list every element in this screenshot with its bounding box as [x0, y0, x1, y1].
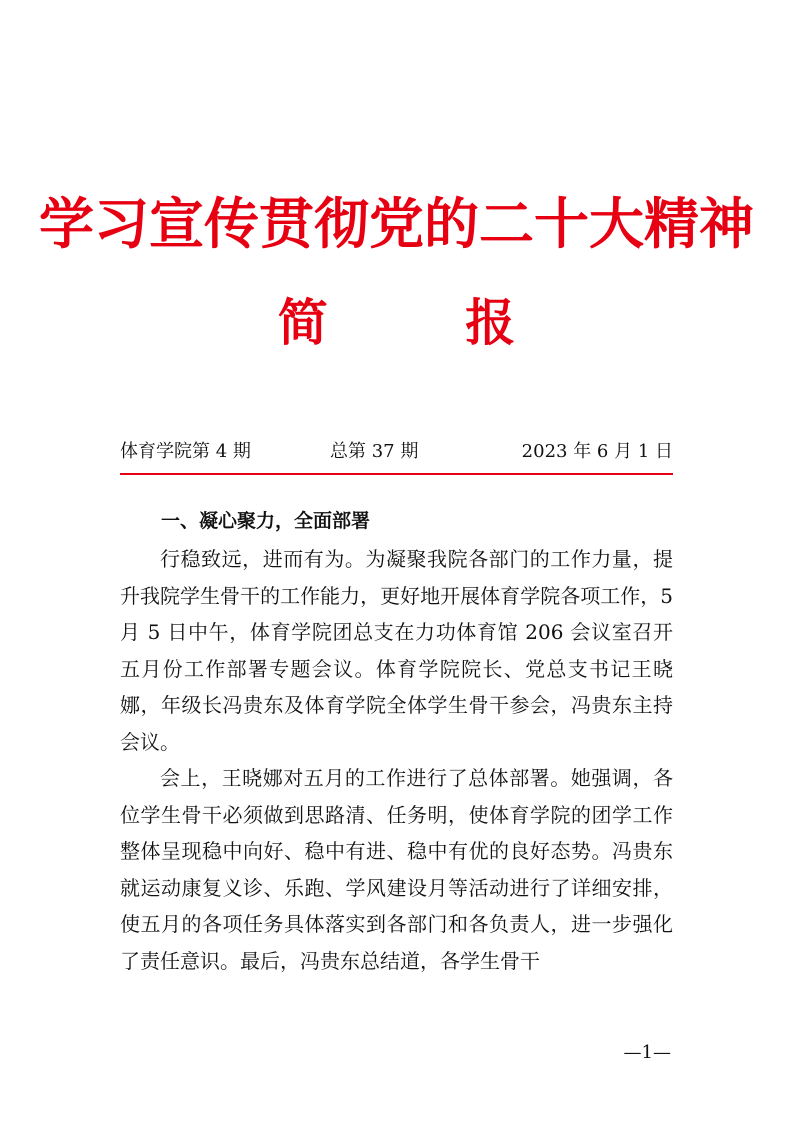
section-heading: 一、凝心聚力，全面部署 — [161, 510, 371, 532]
document-title: 学习宣传贯彻党的二十大精神 — [38, 191, 754, 256]
page-number: —1— — [623, 1042, 671, 1063]
total-issue-number: 总第 37 期 — [330, 441, 419, 462]
issue-date: 2023 年 6 月 1 日 — [521, 441, 673, 462]
paragraph: 会上，王晓娜对五月的工作进行了总体部署。她强调，各位学生骨干必须做到思路清、任务明，使体育学院的团学工作整体呈现稳中向好、稳中有进、稳中有优的良好态势。冯贵东就运动康复义诊、乐跑、学风建设月等活动进行了详细安排，使五月的各项任务具体落实到各部门和各负责人，进一步强化了责任意识。最后，冯贵东总结道，各学生骨干 — [120, 766, 673, 973]
red-divider-line — [120, 473, 673, 475]
unit-issue-number: 体育学院第 4 期 — [120, 441, 251, 462]
document-subtitle: 简 报 — [277, 293, 576, 352]
issue-info-line — [120, 438, 673, 466]
body-text — [120, 541, 673, 979]
paragraph: 行稳致远，进而有为。为凝聚我院各部门的工作力量，提升我院学生骨干的工作能力，更好地开展体育学院各项工作，5 月 5 日中午，体育学院团总支在力功体育馆 206 会议室召开五月份工作部署专题会议。体育学院院长、党总支书记王晓娜，年级长冯贵东及体育学院全体学生骨干参会，冯贵东主持会议。 — [120, 547, 673, 754]
